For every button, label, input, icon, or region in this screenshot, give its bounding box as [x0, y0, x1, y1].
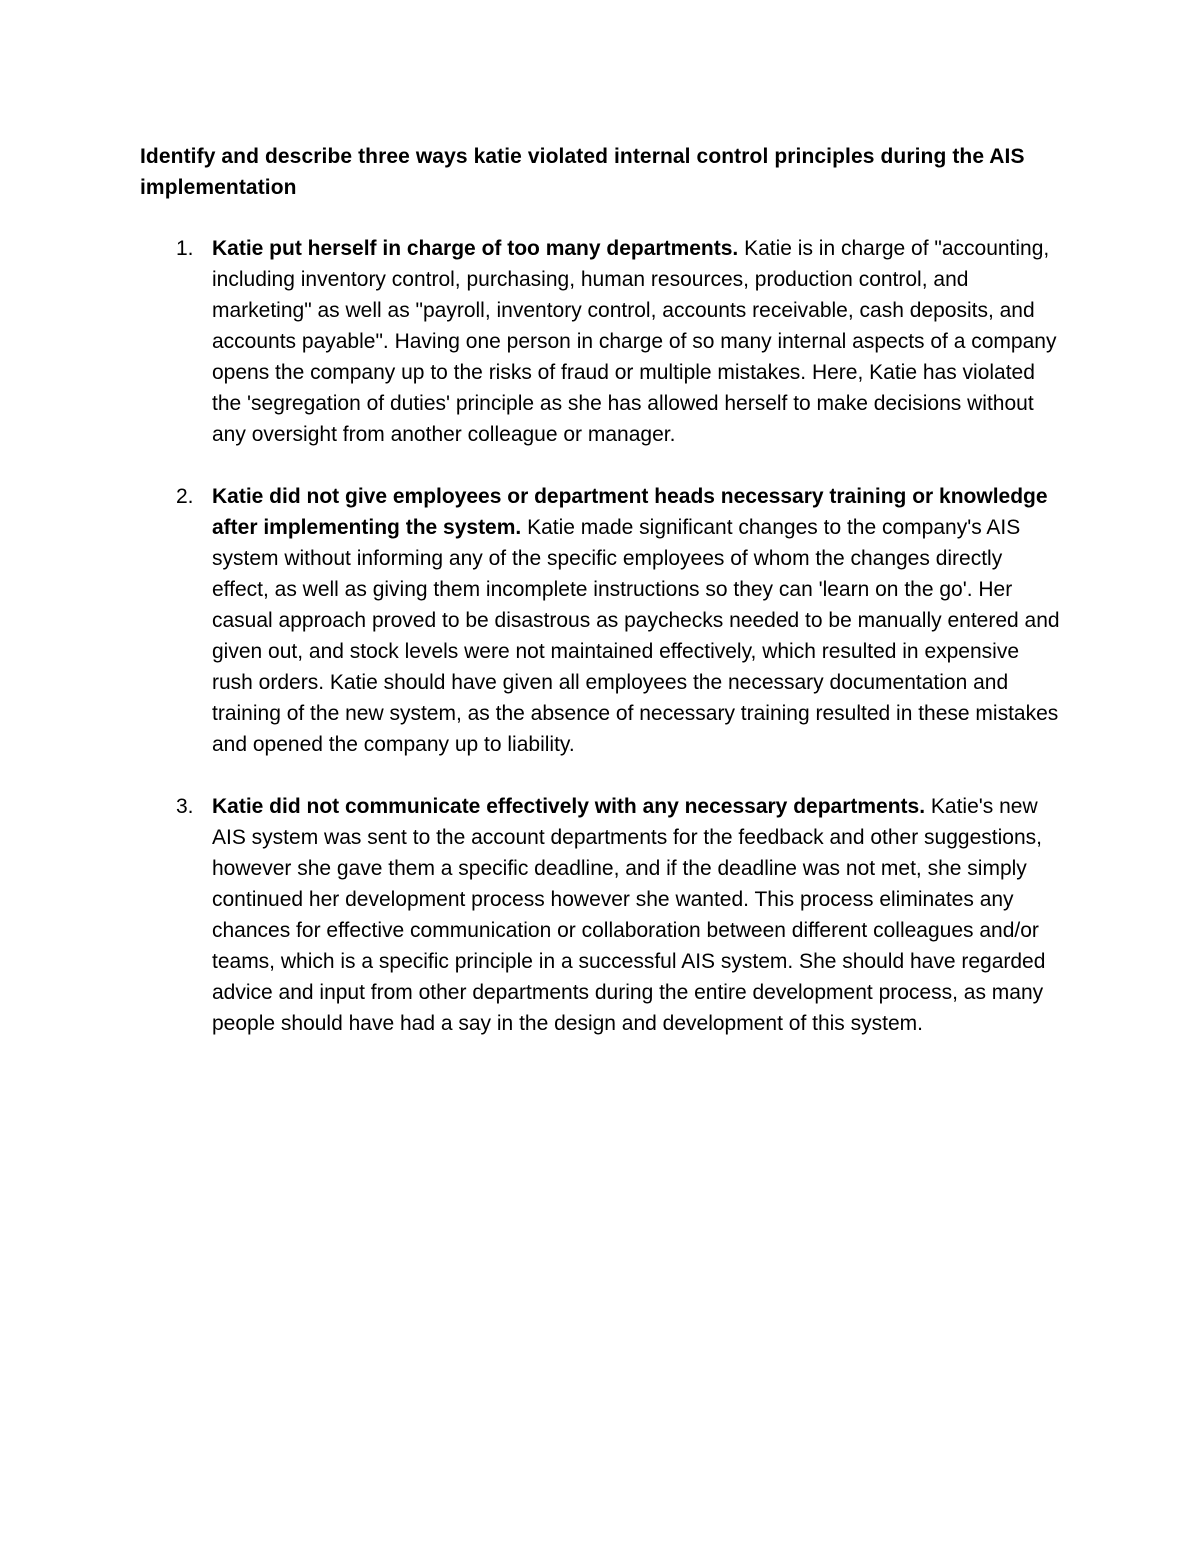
list-item-number: 2. — [176, 485, 194, 508]
list-item — [140, 791, 1060, 1039]
violations-list — [140, 233, 1060, 1039]
list-item-body: Katie is in charge of "accounting, including inventory control, purchasing, human resources, production control, and marketing" as well as "payroll, inventory control, accounts receivable, cash deposits, and accounts payable". Having one person in charge of so many internal aspects of a company opens the company up to the risks of fraud or multiple mistakes. Here, Katie has violated the 'segregation of duties' principle as she has allowed herself to make decisions without any oversight from another colleague or manager. — [212, 237, 1057, 446]
list-item — [140, 481, 1060, 760]
list-item-body: Katie made significant changes to the company's AIS system without informing any of the specific employees of whom the changes directly effect, as well as giving them incomplete instructions so they can 'learn on the go'. Her casual approach proved to be disastrous as paychecks needed to be manually entered and given out, and stock levels were not maintained effectively, which resulted in expensive rush orders. Katie should have given all employees the necessary documentation and training of the new system, as the absence of necessary training resulted in these mistakes and opened the company up to liability. — [212, 516, 1060, 756]
list-item-number: 3. — [176, 795, 194, 818]
list-item-heading: Katie did not communicate effectively with any necessary departments. — [212, 795, 931, 818]
list-item-number: 1. — [176, 237, 194, 260]
document-page — [140, 141, 1060, 1070]
document-title: Identify and describe three ways katie violated internal control principles during the AIS implementation — [140, 145, 1025, 199]
list-item-heading: Katie put herself in charge of too many departments. — [212, 237, 745, 260]
list-item-body: Katie's new AIS system was sent to the account departments for the feedback and other suggestions, however she gave them a specific deadline, and if the deadline was not met, she simply continued her development process however she wanted. This process eliminates any chances for effective communication or collaboration between different colleagues and/or teams, which is a specific principle in a successful AIS system. She should have regarded advice and input from other departments during the entire development process, as many people should have had a say in the design and development of this system. — [212, 795, 1046, 1035]
list-item — [140, 233, 1060, 450]
list-item-heading: Katie did not give employees or department heads necessary training or knowledge after implementing the system. — [212, 485, 1048, 539]
